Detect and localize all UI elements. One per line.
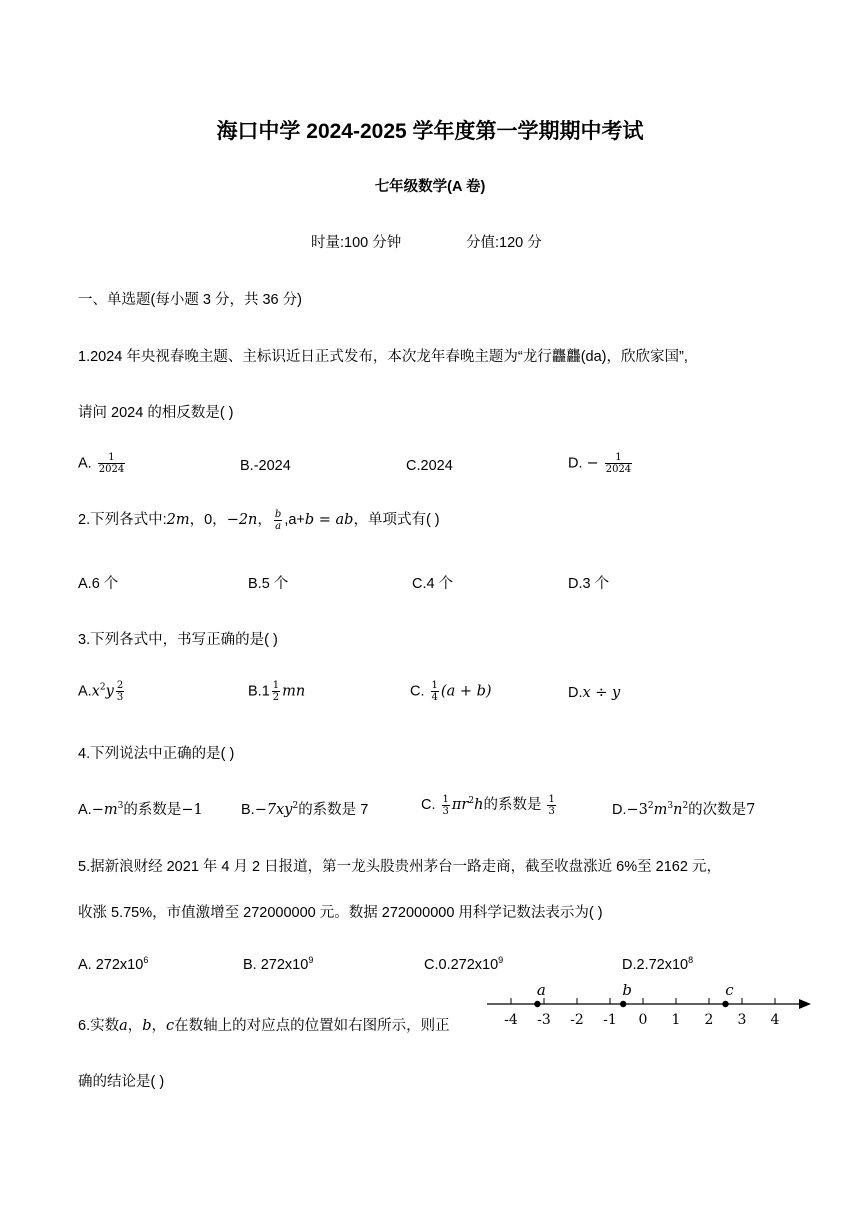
- q1-option-c: C.2024: [406, 458, 453, 474]
- arrow-icon: [799, 999, 811, 1009]
- q3-stem: 3.下列各式中，书写正确的是( ): [78, 632, 278, 648]
- q3-option-d: D.x ÷ y: [568, 685, 621, 701]
- fraction: $\frac{1}{3}$: [442, 793, 449, 817]
- q5-option-c: $C.0.272x10^9$: [424, 955, 504, 973]
- q4-option-a: $A.-m^3$的系数是−1: [78, 801, 203, 818]
- fraction: $\frac{1}{2}$: [272, 680, 280, 703]
- q1-option-d: D. − $\frac{1}{2024}$: [568, 452, 632, 475]
- tick-label: 1: [671, 1012, 681, 1028]
- q6-stem-line1: 6.实数a，b，c在数轴上的对应点的位置如右图所示，则正: [78, 1018, 450, 1034]
- q2-stem: 2.下列各式中:2m，0，−2n， $\frac{b}{a}$ ,a+b = ab，单项式有( ): [78, 508, 440, 532]
- q1-option-a: A. $\frac{1}{2024}$: [78, 452, 125, 475]
- q4-stem: 4.下列说法中正确的是( ): [78, 746, 235, 762]
- q1-stem-line1: 1.2024 年央视春晚主题、主标识近日正式发布，本次龙年春晚主题为“龙行龘龘(da)，欣欣家国”,: [78, 349, 688, 365]
- q3-option-a: $A.x^2y$ $\frac{2}{3}$: [78, 680, 124, 703]
- tick-label: -2: [570, 1012, 584, 1028]
- point-label-a: a: [536, 981, 546, 999]
- fraction: $\frac{1}{4}$: [431, 680, 438, 703]
- q5-stem-line1: 5.据新浪财经 2021 年 4 月 2 日报道，第一龙头股贵州茅台一路走商，截至收盘涨近 6%至 2162 元，: [78, 859, 721, 875]
- exam-score: 分值:120 分: [466, 235, 542, 251]
- q6-stem-line2: 确的结论是( ): [78, 1074, 165, 1090]
- q3-option-b: B.1 $\frac{1}{2}$ mn: [248, 680, 306, 703]
- q2-option-b: B.5 个: [248, 576, 289, 592]
- point-a: [534, 1001, 540, 1007]
- q4-option-d: $D.-3^2m^3n^2$的次数是7: [612, 801, 756, 818]
- tick-label: 2: [704, 1012, 714, 1028]
- section-heading: 一、单选题(每小题 3 分，共 36 分): [78, 292, 302, 308]
- fraction: $\frac{1}{3}$: [548, 793, 555, 817]
- q1-stem-line2: 请问 2024 的相反数是( ): [78, 405, 234, 421]
- q4-option-b: $B.-7xy^2$的系数是 7: [241, 801, 369, 818]
- point-label-b: b: [622, 981, 633, 999]
- exam-subtitle: 七年级数学(A 卷): [374, 179, 486, 195]
- fraction: $\frac{b}{a}$: [274, 508, 282, 532]
- number-line-figure: [487, 976, 817, 1036]
- tick-label: -3: [537, 1012, 551, 1028]
- fraction: $\frac{2}{3}$: [116, 680, 124, 703]
- tick-label: -4: [504, 1012, 518, 1028]
- q5-option-b: B. $272x10^9$: [243, 955, 314, 973]
- exam-title: 海口中学 2024-2025 学年度第一学期期中考试: [216, 120, 644, 143]
- q3-option-c: C. $\frac{1}{4}$ (a + b): [410, 680, 492, 703]
- q5-option-a: A. $272x10^6$: [78, 955, 149, 973]
- q5-option-d: $D.2.72x10^8$: [622, 955, 694, 973]
- fraction: $\frac{1}{2024}$: [98, 452, 125, 475]
- fraction: $\frac{1}{2024}$: [605, 452, 632, 475]
- tick-label: 4: [770, 1012, 780, 1028]
- q2-option-d: D.3 个: [568, 576, 610, 592]
- point-label-c: c: [725, 981, 734, 999]
- exam-time: 时量:100 分钟: [311, 235, 402, 251]
- q2-option-a: A.6 个: [78, 576, 119, 592]
- tick-label: 0: [638, 1012, 648, 1028]
- q5-stem-line2: 收涨 5.75%，市值激增至 272000000 元。数据 272000000 用科学记数法表示为( ): [78, 905, 603, 921]
- point-c: [722, 1001, 728, 1007]
- q1-option-b: B.-2024: [240, 458, 291, 474]
- q4-option-c: C. $\frac{1}{3}$ $\pi r^2h$的系数是 $\frac{1}{3}$: [421, 793, 555, 817]
- tick-label: 3: [737, 1012, 747, 1028]
- tick-label: -1: [603, 1012, 617, 1028]
- point-b: [620, 1001, 626, 1007]
- q2-option-c: C.4 个: [412, 576, 454, 592]
